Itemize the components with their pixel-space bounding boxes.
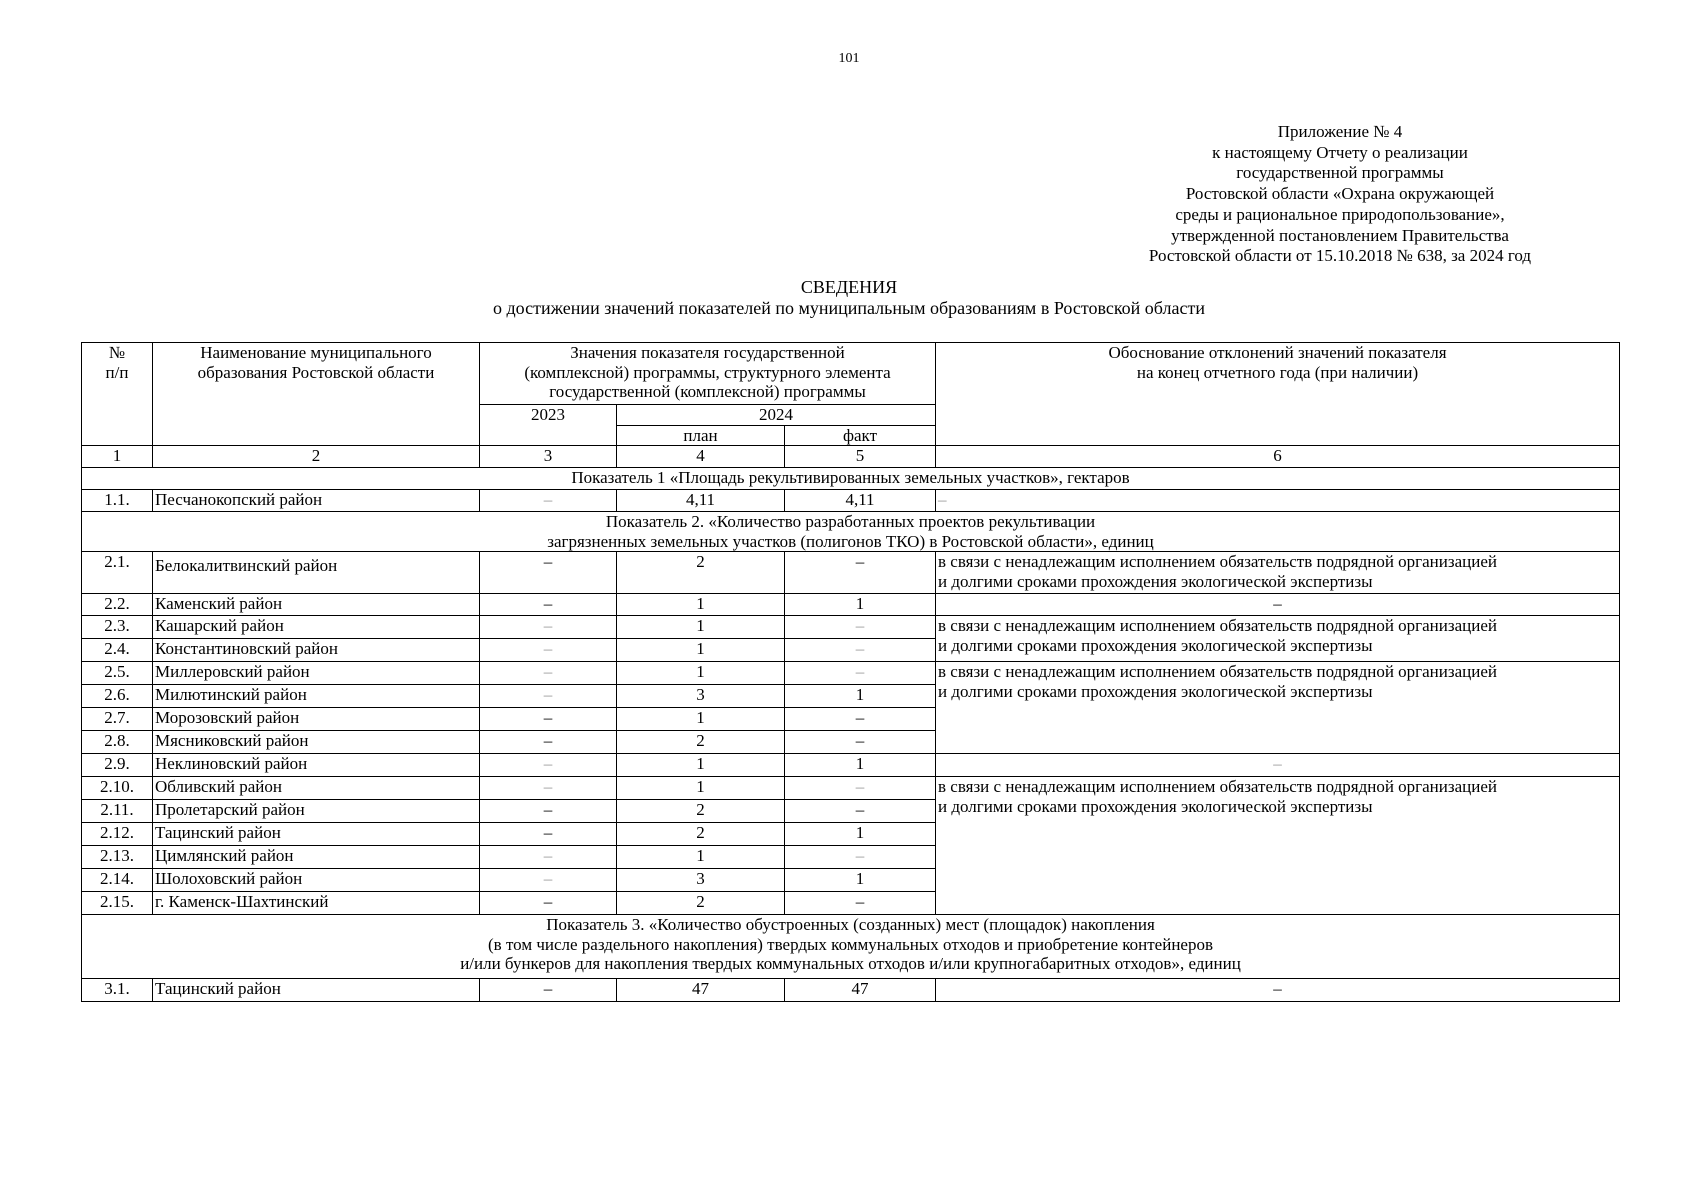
row-name: Морозовский район bbox=[153, 708, 480, 731]
row-fact: – bbox=[785, 639, 936, 662]
row-name: Неклиновский район bbox=[153, 754, 480, 777]
row-plan: 1 bbox=[617, 777, 785, 800]
appendix-line: к настоящему Отчету о реализации bbox=[1212, 142, 1468, 162]
row-2023: – bbox=[480, 869, 617, 892]
row-name: Миллеровский район bbox=[153, 662, 480, 685]
row-fact: – bbox=[785, 708, 936, 731]
row-num: 2.10. bbox=[82, 777, 153, 800]
row-2023: – bbox=[480, 639, 617, 662]
row-name: Шолоховский район bbox=[153, 869, 480, 892]
appendix-block bbox=[1060, 122, 1620, 267]
header-name: Наименование муниципального образования Ростовской области bbox=[153, 343, 480, 446]
column-number: 5 bbox=[785, 446, 936, 468]
row-2023: – bbox=[480, 552, 617, 594]
row-2023: – bbox=[480, 823, 617, 846]
section-3-title: Показатель 3. «Количество обустроенных (созданных) мест (площадок) накопления (в том числе раздельного накопления) твердых коммунальных отходов и приобретение контейнеров и/или бункеров для накопления твердых коммунальных отходов и/или крупногабаритных отходов», единиц bbox=[82, 915, 1620, 979]
table-row bbox=[82, 754, 1620, 777]
row-fact: 47 bbox=[785, 979, 936, 1002]
row-plan: 1 bbox=[617, 662, 785, 685]
section-1-title: Показатель 1 «Площадь рекультивированных земельных участков», гектаров bbox=[82, 468, 1620, 490]
row-2023: – bbox=[480, 731, 617, 754]
row-fact: – bbox=[785, 777, 936, 800]
row-fact: 4,11 bbox=[785, 490, 936, 512]
row-num: 2.8. bbox=[82, 731, 153, 754]
row-plan: 2 bbox=[617, 823, 785, 846]
page-number: 101 bbox=[838, 51, 860, 66]
row-num: 3.1. bbox=[82, 979, 153, 1002]
column-number: 1 bbox=[82, 446, 153, 468]
row-fact: 1 bbox=[785, 594, 936, 616]
table-row bbox=[82, 594, 1620, 616]
row-name: г. Каменск-Шахтинский bbox=[153, 892, 480, 915]
row-2023: – bbox=[480, 979, 617, 1002]
column-number: 6 bbox=[936, 446, 1620, 468]
row-2023: – bbox=[480, 616, 617, 639]
row-plan: 2 bbox=[617, 800, 785, 823]
row-num: 2.7. bbox=[82, 708, 153, 731]
row-fact: 1 bbox=[785, 685, 936, 708]
row-2023: – bbox=[480, 846, 617, 869]
row-name: Константиновский район bbox=[153, 639, 480, 662]
row-name: Каменский район bbox=[153, 594, 480, 616]
header-fact: факт bbox=[785, 425, 936, 446]
row-2023: – bbox=[480, 892, 617, 915]
row-num: 2.6. bbox=[82, 685, 153, 708]
row-num: 1.1. bbox=[82, 490, 153, 512]
row-num: 2.1. bbox=[82, 552, 153, 594]
row-plan: 2 bbox=[617, 892, 785, 915]
row-name: Пролетарский район bbox=[153, 800, 480, 823]
column-number: 2 bbox=[153, 446, 480, 468]
row-num: 2.14. bbox=[82, 869, 153, 892]
row-name: Тацинский район bbox=[153, 823, 480, 846]
row-num: 2.2. bbox=[82, 594, 153, 616]
header-values: Значения показателя государственной (комплексной) программы, структурного элемента государственной (комплексной) программы bbox=[480, 343, 936, 405]
row-plan: 1 bbox=[617, 708, 785, 731]
row-num: 2.13. bbox=[82, 846, 153, 869]
appendix-line: среды и рациональное природопользование», bbox=[1175, 204, 1505, 224]
row-plan: 1 bbox=[617, 754, 785, 777]
row-2023: – bbox=[480, 754, 617, 777]
row-note: – bbox=[936, 594, 1620, 616]
row-num: 2.5. bbox=[82, 662, 153, 685]
row-plan: 1 bbox=[617, 594, 785, 616]
row-plan: 47 bbox=[617, 979, 785, 1002]
row-name: Цимлянский район bbox=[153, 846, 480, 869]
appendix-line: утвержденной постановлением Правительства bbox=[1171, 225, 1509, 245]
row-2023: – bbox=[480, 685, 617, 708]
appendix-line: Ростовской области «Охрана окружающей bbox=[1185, 184, 1495, 204]
row-plan: 3 bbox=[617, 685, 785, 708]
row-num: 2.12. bbox=[82, 823, 153, 846]
row-fact: – bbox=[785, 662, 936, 685]
row-name: Белокалитвинский район bbox=[153, 552, 480, 594]
row-note: – bbox=[936, 979, 1620, 1002]
appendix-line: государственной программы bbox=[1236, 163, 1444, 183]
title-block bbox=[0, 277, 1698, 319]
section-2-title: Показатель 2. «Количество разработанных проектов рекультивации загрязненных земельных участков (полигонов ТКО) в Ростовской области», единиц bbox=[82, 512, 1620, 552]
row-num: 2.15. bbox=[82, 892, 153, 915]
header-justification: Обоснование отклонений значений показателя на конец отчетного года (при наличии) bbox=[936, 343, 1620, 446]
document-subtitle: о достижении значений показателей по муниципальным образованиям в Ростовской области bbox=[493, 298, 1205, 318]
report-table bbox=[81, 342, 1620, 1002]
document-title: СВЕДЕНИЯ bbox=[800, 277, 898, 297]
row-fact: – bbox=[785, 846, 936, 869]
row-fact: 1 bbox=[785, 754, 936, 777]
row-name: Обливский район bbox=[153, 777, 480, 800]
row-plan: 4,11 bbox=[617, 490, 785, 512]
row-plan: 3 bbox=[617, 869, 785, 892]
row-fact: – bbox=[785, 800, 936, 823]
table-row bbox=[82, 616, 1620, 639]
row-fact: – bbox=[785, 892, 936, 915]
column-number: 3 bbox=[480, 446, 617, 468]
column-number: 4 bbox=[617, 446, 785, 468]
row-note: в связи с ненадлежащим исполнением обязательств подрядной организацией и долгими сроками прохождения экологической экспертизы bbox=[936, 662, 1620, 754]
row-fact: – bbox=[785, 731, 936, 754]
row-note: – bbox=[936, 490, 1620, 512]
row-plan: 2 bbox=[617, 552, 785, 594]
row-num: 2.9. bbox=[82, 754, 153, 777]
row-fact: – bbox=[785, 616, 936, 639]
row-note: в связи с ненадлежащим исполнением обязательств подрядной организацией и долгими сроками прохождения экологической экспертизы bbox=[936, 777, 1620, 915]
table-row bbox=[82, 552, 1620, 594]
table-row bbox=[82, 777, 1620, 800]
table-row bbox=[82, 662, 1620, 685]
row-name: Кашарский район bbox=[153, 616, 480, 639]
header-year-2024: 2024 bbox=[617, 405, 936, 426]
row-num: 2.4. bbox=[82, 639, 153, 662]
row-fact: 1 bbox=[785, 869, 936, 892]
row-plan: 1 bbox=[617, 846, 785, 869]
table-row bbox=[82, 490, 1620, 512]
row-2023: – bbox=[480, 777, 617, 800]
table-row bbox=[82, 979, 1620, 1002]
row-fact: – bbox=[785, 552, 936, 594]
row-name: Тацинский район bbox=[153, 979, 480, 1002]
row-2023: – bbox=[480, 662, 617, 685]
row-plan: 1 bbox=[617, 616, 785, 639]
row-num: 2.3. bbox=[82, 616, 153, 639]
row-2023: – bbox=[480, 594, 617, 616]
row-note: в связи с ненадлежащим исполнением обязательств подрядной организацией и долгими сроками прохождения экологической экспертизы bbox=[936, 552, 1620, 594]
row-plan: 2 bbox=[617, 731, 785, 754]
row-plan: 1 bbox=[617, 639, 785, 662]
row-name: Мясниковский район bbox=[153, 731, 480, 754]
row-name: Песчанокопский район bbox=[153, 490, 480, 512]
header-plan: план bbox=[617, 425, 785, 446]
appendix-line: Приложение № 4 bbox=[1277, 122, 1403, 141]
row-note: в связи с ненадлежащим исполнением обязательств подрядной организацией и долгими сроками прохождения экологической экспертизы bbox=[936, 616, 1620, 662]
row-2023: – bbox=[480, 490, 617, 512]
row-2023: – bbox=[480, 800, 617, 823]
row-name: Милютинский район bbox=[153, 685, 480, 708]
appendix-line: Ростовской области от 15.10.2018 № 638, за 2024 год bbox=[1148, 246, 1532, 266]
header-year-2023: 2023 bbox=[480, 405, 617, 446]
header-num: № п/п bbox=[82, 343, 153, 446]
row-fact: 1 bbox=[785, 823, 936, 846]
row-num: 2.11. bbox=[82, 800, 153, 823]
row-note: – bbox=[936, 754, 1620, 777]
row-2023: – bbox=[480, 708, 617, 731]
